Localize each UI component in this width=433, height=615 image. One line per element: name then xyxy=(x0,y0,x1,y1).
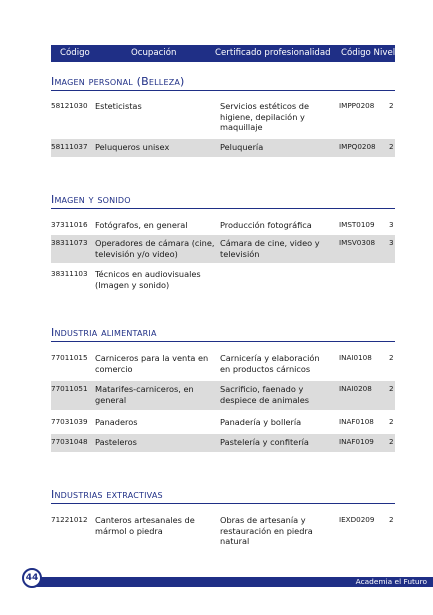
row-cert-code: IMSV0308 xyxy=(339,238,376,247)
row-cert-code: INAF0109 xyxy=(339,437,374,446)
row-code: 77031048 xyxy=(51,437,88,446)
table-row xyxy=(51,381,395,410)
row-code: 71221012 xyxy=(51,515,88,524)
row-cert-code: IMPP0208 xyxy=(339,101,375,110)
row-certificate: Producción fotográfica xyxy=(220,220,312,230)
row-level: 2 xyxy=(389,353,394,362)
row-level: 2 xyxy=(389,417,394,426)
table-row xyxy=(51,350,395,378)
section-title: Imagen y sonido xyxy=(51,193,395,209)
row-level: 2 xyxy=(389,515,394,524)
row-occupation: Matarifes-carniceros, en general xyxy=(95,384,194,405)
page-number: 44 xyxy=(22,568,42,588)
table-row xyxy=(51,98,395,136)
table-row xyxy=(51,512,395,552)
row-occupation: Carniceros para la venta en comercio xyxy=(95,353,209,374)
section-title: Imagen personal (Belleza) xyxy=(51,75,395,91)
row-occupation: Panaderos xyxy=(95,417,138,427)
section-title: Industria alimentaria xyxy=(51,326,395,342)
row-cert-code: INAI0108 xyxy=(339,353,372,362)
table-row xyxy=(51,217,395,234)
header-codigo-nivel: Código Nivel xyxy=(341,48,396,58)
row-code: 77011015 xyxy=(51,353,88,362)
row-level: 2 xyxy=(389,142,394,151)
row-certificate: Obras de artesanía y restauración en piedra natural xyxy=(220,515,313,546)
row-cert-code: IEXD0209 xyxy=(339,515,375,524)
row-code: 38311073 xyxy=(51,238,88,247)
row-occupation: Esteticistas xyxy=(95,101,142,111)
row-certificate: Peluquería xyxy=(220,142,264,152)
row-certificate: Sacrificio, faenado y despiece de animales xyxy=(220,384,310,405)
row-code: 77031039 xyxy=(51,417,88,426)
row-occupation: Técnicos en audiovisuales (Imagen y sonido) xyxy=(95,269,201,290)
footer-brand: Academia el Futuro xyxy=(355,577,427,586)
row-level: 3 xyxy=(389,238,394,247)
row-occupation: Fotógrafos, en general xyxy=(95,220,188,230)
row-level: 2 xyxy=(389,384,394,393)
row-cert-code: IMST0109 xyxy=(339,220,375,229)
row-code: 58111037 xyxy=(51,142,88,151)
row-cert-code: INAI0208 xyxy=(339,384,372,393)
row-occupation: Operadores de cámara (cine, televisión y/o video) xyxy=(95,238,215,259)
table-header xyxy=(51,45,395,62)
row-occupation: Peluqueros unisex xyxy=(95,142,170,152)
table-row xyxy=(51,414,395,431)
row-certificate: Panadería y bollería xyxy=(220,417,302,427)
row-level: 3 xyxy=(389,220,394,229)
row-occupation: Canteros artesanales de mármol o piedra xyxy=(95,515,195,536)
row-code: 38311103 xyxy=(51,269,88,278)
row-certificate: Servicios estéticos de higiene, depilación y maquillaje xyxy=(220,101,310,132)
row-code: 77011051 xyxy=(51,384,88,393)
section-title: Industrias extractivas xyxy=(51,488,395,504)
row-certificate: Pastelería y confitería xyxy=(220,437,309,447)
header-codigo: Código xyxy=(60,48,90,58)
row-certificate: Carnicería y elaboración en productos cárnicos xyxy=(220,353,320,374)
header-certificado: Certificado profesionalidad xyxy=(215,48,331,58)
table-row xyxy=(51,266,395,294)
footer-bar xyxy=(30,577,433,587)
row-code: 37311016 xyxy=(51,220,88,229)
row-cert-code: INAF0108 xyxy=(339,417,374,426)
table-row xyxy=(51,139,395,157)
table-row xyxy=(51,235,395,263)
row-code: 58121030 xyxy=(51,101,88,110)
row-occupation: Pasteleros xyxy=(95,437,137,447)
row-level: 2 xyxy=(389,101,394,110)
row-cert-code: IMPQ0208 xyxy=(339,142,376,151)
row-level: 2 xyxy=(389,437,394,446)
row-certificate: Cámara de cine, video y televisión xyxy=(220,238,320,259)
header-ocupacion: Ocupación xyxy=(131,48,177,58)
table-row xyxy=(51,434,395,452)
